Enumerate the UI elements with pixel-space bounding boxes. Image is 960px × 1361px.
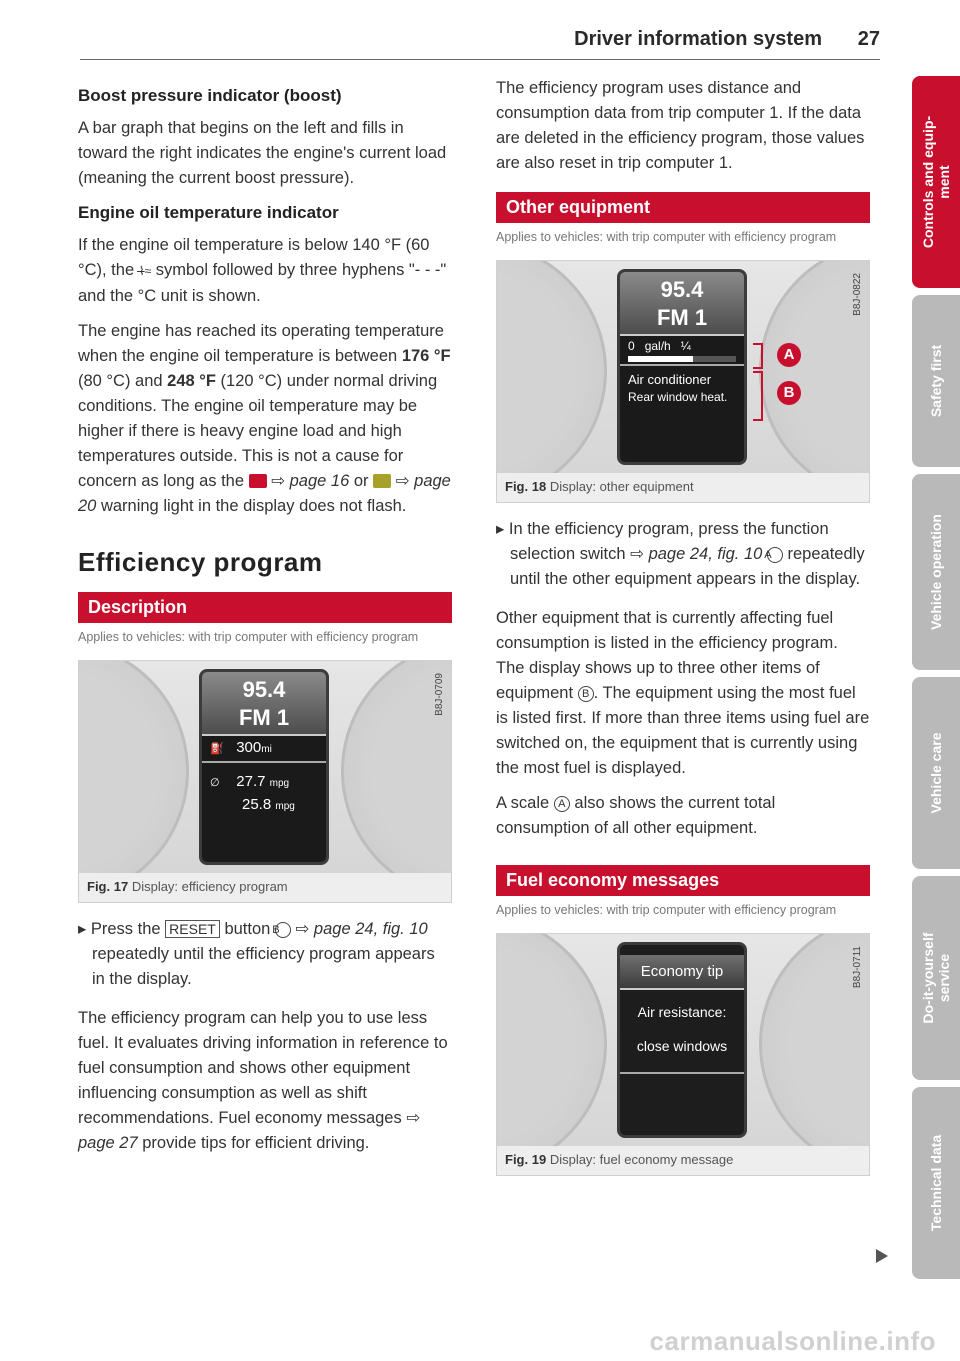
consumption-row-1 (202, 765, 326, 793)
consumption-row-2 (202, 793, 326, 816)
function-switch-instruction: ▸ In the efficiency program, press the function selection switch ⇨ page 24, fig. 10 A repeatedly until the other equipment appears in the display. (496, 520, 865, 588)
left-gauge (497, 934, 607, 1146)
header-title: Driver information system (574, 28, 822, 50)
oil-level-warning-icon (373, 474, 391, 488)
figure-17-image (79, 661, 451, 873)
oil-text-2a: The engine has reached its operating temperature when the engine oil temperature is between (78, 322, 444, 365)
economy-tip-line-3: close windows (636, 1038, 728, 1054)
screen-header (202, 672, 326, 736)
bracket-a (753, 343, 763, 369)
caption-text: Display: fuel economy message (549, 1152, 734, 1167)
screen-band: FM 1 (238, 705, 290, 730)
other-equipment-bar: Other equipment (496, 192, 870, 223)
oil-text-2 (78, 319, 452, 519)
tab-label: Technical data (928, 1134, 944, 1232)
scale-right: ¼ (680, 339, 691, 353)
screen-divider (202, 761, 326, 763)
figure-id: B8J-0822 (852, 273, 863, 316)
left-gauge (79, 661, 189, 873)
scale-left: 0 (628, 339, 635, 353)
display-screen (617, 269, 747, 465)
tab-controls-and-equipment[interactable] (912, 76, 960, 288)
left-gauge (497, 261, 607, 473)
page-number: 27 (857, 28, 880, 50)
range-value: 300 (236, 739, 262, 756)
consumption-scale-bar (628, 356, 736, 362)
link-page-20[interactable]: ⇨ page 20 (78, 472, 451, 515)
applies-note: Applies to vehicles: with trip computer with efficiency program (78, 630, 419, 644)
tab-vehicle-operation[interactable] (912, 474, 960, 670)
screen-frequency: 95.4 (242, 677, 286, 702)
oil-temperature-icon: ⌇̶≈ (138, 264, 152, 278)
tab-label: Controls and equip- ment (920, 115, 952, 249)
screen-frequency: 95.4 (660, 277, 704, 302)
display-screen (199, 669, 329, 865)
figure-id: B8J-0711 (852, 946, 863, 989)
bracket-b (753, 371, 763, 421)
watermark: carmanualsonline.info (649, 1326, 936, 1356)
oil-temp-high: 248 °F (167, 372, 216, 390)
link-page-27[interactable]: ⇨ page 27 (78, 1109, 421, 1152)
screen-band: FM 1 (656, 305, 708, 330)
figure-18-caption (497, 473, 869, 502)
caption-text: Display: efficiency program (131, 879, 288, 894)
press-a: Press the (90, 920, 161, 938)
range-row (202, 736, 326, 759)
other-equipment-text (496, 606, 870, 781)
bullet-b: repeatedly until the other equipment appears in the display. (510, 545, 865, 588)
screen-divider (620, 364, 744, 366)
fuel-economy-bar: Fuel economy messages (496, 865, 870, 896)
reset-key: RESET (165, 920, 220, 938)
boost-heading: Boost pressure indicator (boost) (78, 86, 342, 105)
tab-label: Safety first (928, 344, 944, 418)
callout-b-circle: B (275, 922, 291, 938)
equipment-item-1: Air conditioner (628, 372, 712, 387)
applies-note-3: Applies to vehicles: with trip computer with efficiency program (496, 903, 837, 917)
eff-text-b: provide tips for efficient driving. (142, 1134, 370, 1152)
scale-text (496, 791, 870, 841)
consumption-value-1: 27.7 (236, 773, 266, 790)
description-bar: Description (78, 592, 452, 623)
figure-19-image (497, 934, 869, 1146)
tab-label: Vehicle care (928, 732, 944, 814)
figure-19-caption (497, 1146, 869, 1175)
continue-arrow-icon (876, 1249, 888, 1263)
chapter-sidebar (912, 76, 960, 1286)
equipment-item-2: Rear window heat. (628, 390, 728, 404)
applies-note-2: Applies to vehicles: with trip computer with efficiency program (496, 230, 837, 244)
efficiency-heading: Efficiency program (78, 547, 323, 577)
range-unit: mi (261, 744, 272, 755)
press-c: repeatedly until the efficiency program appears in the display. (92, 945, 435, 988)
scale-a: A scale (496, 794, 550, 812)
oil-text-1b: symbol followed by three hyphens "- - -" and the °C unit is shown. (78, 261, 447, 305)
economy-tip-line-2: Air resistance: (637, 1004, 727, 1020)
oil-text-1a: If the engine oil temperature is below 140 °F (60 °C), the (78, 236, 430, 279)
callout-b: B (777, 381, 801, 405)
oil-temp-low: 176 °F (401, 347, 451, 365)
figure-17-caption (79, 873, 451, 902)
bullet-a: In the efficiency program, press the function selection switch (508, 520, 829, 563)
oil-text-2d: warning light in the display does not flash. (100, 497, 407, 515)
tab-label: Vehicle operation (928, 514, 944, 630)
display-screen (617, 942, 747, 1138)
scale-unit: gal/h (644, 339, 671, 353)
boost-text: A bar graph that begins on the left and fills in toward the right indicates the engine's current load (meaning the current boost pressure). (78, 119, 447, 187)
caption-label: Fig. 19 (505, 1152, 547, 1167)
figure-18-image (497, 261, 869, 473)
oil-text-2c: (120 °C) under normal driving conditions. The engine oil temperature may be higher if there is heavy engine load and high temperatures outside. This is not a cause for concern as long as the (78, 372, 438, 490)
oil-pressure-warning-icon (249, 474, 267, 488)
callout-b-circle: B (578, 686, 594, 702)
press-b: button (224, 920, 271, 938)
consumption-unit-2: mpg (275, 801, 295, 812)
figure-17 (78, 660, 452, 903)
scale-row (620, 336, 744, 356)
or-word: or (353, 472, 369, 490)
other-text-b: . The equipment using the most fuel is listed first. If more than three items using fuel are switched on, the equipment that is currently using the most fuel is displayed. (496, 684, 870, 777)
consumption-unit-1: mpg (269, 778, 290, 789)
right-column (496, 76, 870, 1176)
figure-18 (496, 260, 870, 503)
other-text-a: Other equipment that is currently affecting fuel consumption is listed in the efficiency program. The display shows up to three other items of equipment (496, 609, 838, 702)
callout-a: A (777, 343, 801, 367)
screen-divider (620, 1072, 744, 1074)
figure-19 (496, 933, 870, 1176)
link-page-24[interactable]: ⇨ page 24, fig. 10 (295, 920, 428, 938)
intro-text: The efficiency program uses distance and consumption data from trip computer 1. If the data are deleted in the efficiency program, those values are also reset in trip computer 1. (496, 79, 865, 172)
caption-label: Fig. 18 (505, 479, 547, 494)
economy-tip-title: Economy tip (620, 955, 744, 990)
left-column (78, 72, 452, 1156)
callout-a-circle: A (767, 547, 783, 563)
tab-label: Do-it-yourself service (920, 932, 952, 1024)
screen-header (620, 272, 744, 336)
consumption-scale-fill (628, 356, 693, 362)
tab-vehicle-care[interactable] (912, 677, 960, 869)
consumption-value-2: 25.8 (242, 796, 272, 813)
oil-text-1 (78, 233, 452, 309)
eff-text-a: The efficiency program can help you to use less fuel. It evaluates driving information in reference to fuel consumption and shows other equipment influencing consumption as well as shift recommendations. Fuel economy messages (78, 1009, 448, 1127)
caption-text: Display: other equipment (549, 479, 694, 494)
caption-label: Fig. 17 (87, 879, 129, 894)
oil-text-2b: (80 °C) and (78, 372, 163, 390)
tab-safety-first[interactable] (912, 295, 960, 467)
press-reset-instruction: ▸ Press the RESET button B ⇨ page 24, fig. 10 repeatedly until the efficiency program appears in the display. (78, 920, 435, 988)
page-header (80, 24, 880, 60)
callout-a-circle: A (554, 796, 570, 812)
tab-technical-data[interactable] (912, 1087, 960, 1279)
oil-heading: Engine oil temperature indicator (78, 203, 339, 222)
average-icon: ∅ (210, 777, 220, 789)
link-page-24[interactable]: ⇨ page 24, fig. 10 (630, 545, 763, 563)
tab-do-it-yourself-service[interactable] (912, 876, 960, 1080)
fuel-pump-icon: ⛽ (210, 743, 224, 755)
figure-id: B8J-0709 (434, 673, 445, 716)
link-page-16[interactable]: ⇨ page 16 (271, 472, 350, 490)
efficiency-text (78, 1006, 452, 1156)
scale-b: also shows the current total consumption of all other equipment. (496, 794, 776, 837)
